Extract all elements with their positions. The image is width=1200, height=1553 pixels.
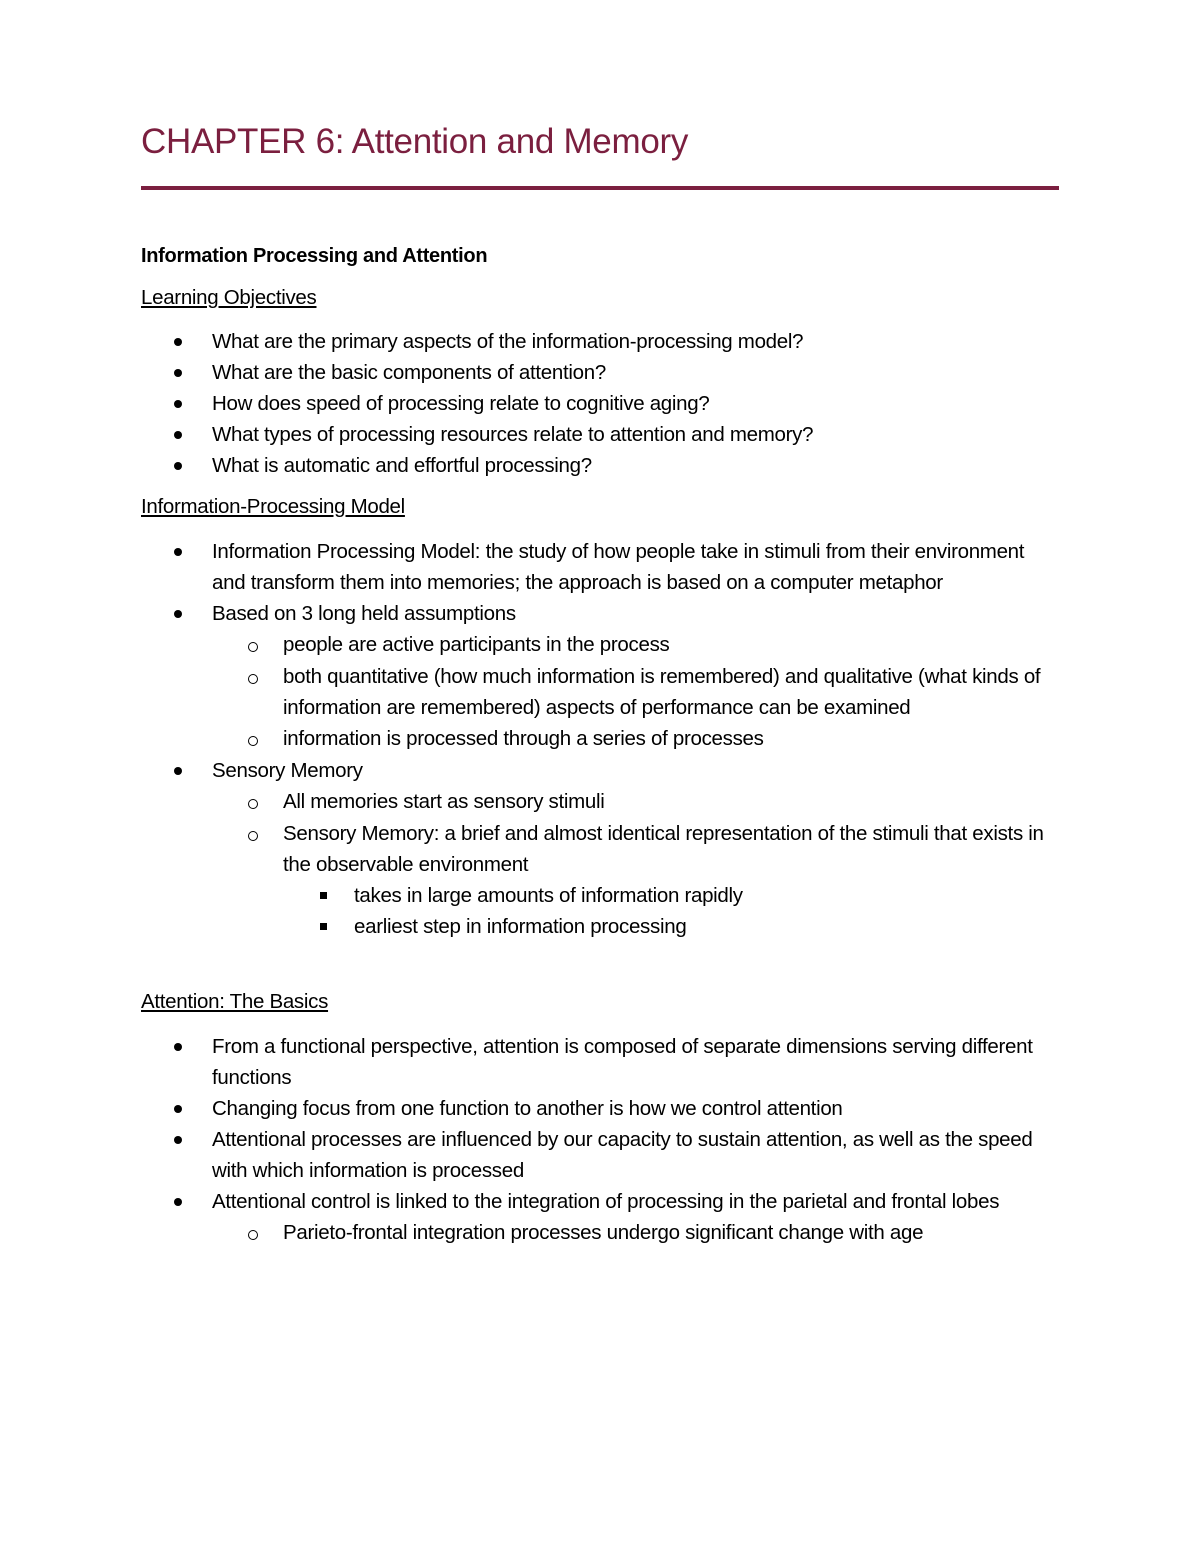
bullet-disc-icon	[174, 369, 182, 377]
bullet-disc-icon	[174, 1043, 182, 1051]
bullet-disc-icon	[174, 610, 182, 618]
list-item: How does speed of processing relate to cognitive aging?	[141, 388, 1059, 419]
ip-model-list	[141, 536, 1059, 942]
bullet-disc-icon	[174, 1105, 182, 1113]
bullet-disc-icon	[174, 548, 182, 556]
list-item: From a functional perspective, attention is composed of separate dimensions serving different functions	[141, 1031, 1059, 1093]
list-item: Attentional control is linked to the integration of processing in the parietal and frontal lobes	[141, 1186, 1059, 1217]
list-item: All memories start as sensory stimuli	[141, 786, 1059, 817]
list-item: Sensory Memory: a brief and almost identical representation of the stimuli that exists in the observable environment	[141, 817, 1059, 880]
document-page	[141, 118, 1059, 1244]
list-item: Based on 3 long held assumptions	[141, 598, 1059, 629]
learning-objectives-heading: Learning Objectives	[141, 286, 317, 309]
list-item: both quantitative (how much information is remembered) and qualitative (what kinds of information are remembered) aspects of performance can be examined	[141, 660, 1059, 723]
bullet-circle-icon	[248, 642, 258, 652]
section-heading: Information Processing and Attention	[141, 245, 488, 267]
bullet-circle-icon	[248, 799, 258, 809]
list-item: Sensory Memory	[141, 754, 1059, 786]
bullet-disc-icon	[174, 338, 182, 346]
bullet-disc-icon	[174, 400, 182, 408]
bullet-circle-icon	[248, 674, 258, 684]
list-item: What are the basic components of attention?	[141, 357, 1059, 388]
list-item: What are the primary aspects of the information-processing model?	[141, 326, 1059, 357]
bullet-circle-icon	[248, 736, 258, 746]
list-item: people are active participants in the process	[141, 629, 1059, 660]
bullet-disc-icon	[174, 767, 182, 775]
bullet-disc-icon	[174, 1136, 182, 1144]
ip-model-heading: Information-Processing Model	[141, 495, 405, 518]
title-rule	[141, 186, 1059, 190]
bullet-circle-icon	[248, 831, 258, 841]
learning-objectives-list	[141, 326, 1059, 481]
list-item: Changing focus from one function to another is how we control attention	[141, 1093, 1059, 1124]
list-item: earliest step in information processing	[141, 911, 1059, 942]
bullet-disc-icon	[174, 1198, 182, 1206]
list-item: takes in large amounts of information rapidly	[141, 880, 1059, 911]
chapter-title: CHAPTER 6: Attention and Memory	[141, 122, 689, 161]
bullet-square-icon	[320, 923, 327, 930]
attention-basics-heading: Attention: The Basics	[141, 990, 329, 1013]
bullet-disc-icon	[174, 431, 182, 439]
bullet-circle-icon	[248, 1230, 258, 1240]
list-item: Attentional processes are influenced by our capacity to sustain attention, as well as the speed with which information is processed	[141, 1124, 1059, 1186]
list-item: Parieto-frontal integration processes undergo significant change with age	[141, 1217, 1059, 1248]
list-item: Information Processing Model: the study of how people take in stimuli from their environment and transform them into memories; the approach is based on a computer metaphor	[141, 536, 1059, 598]
list-item: information is processed through a series of processes	[141, 723, 1059, 754]
list-item: What is automatic and effortful processing?	[141, 450, 1059, 481]
attention-basics-list	[141, 1031, 1059, 1248]
bullet-square-icon	[320, 892, 327, 899]
bullet-disc-icon	[174, 462, 182, 470]
list-item: What types of processing resources relate to attention and memory?	[141, 419, 1059, 450]
